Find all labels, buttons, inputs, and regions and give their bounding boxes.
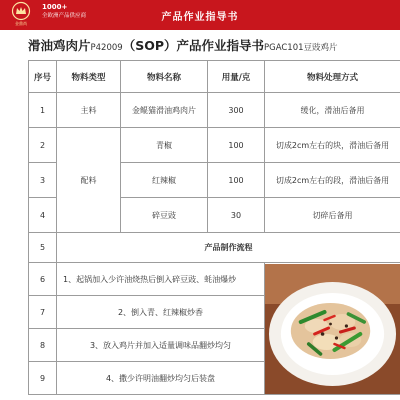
step-text: 3、放入鸡片并加入适量调味品翻炒均匀 bbox=[57, 329, 265, 362]
header-method: 物料处理方式 bbox=[265, 61, 400, 93]
title-code: P42009 bbox=[90, 43, 123, 53]
row-qty: 300 bbox=[208, 93, 265, 128]
dish-photo-cell bbox=[265, 263, 400, 395]
step-text: 1、起锅加入少许油烧热后倒入碎豆豉、蚝油爆炒 bbox=[57, 263, 265, 296]
process-section-row bbox=[29, 233, 400, 263]
row-method: 缓化，滑油后备用 bbox=[265, 93, 400, 128]
row-method: 切成2cm左右的段，滑油后备用 bbox=[265, 163, 400, 198]
step-text: 2、倒入青、红辣椒炒香 bbox=[57, 296, 265, 329]
row-name: 红辣椒 bbox=[121, 163, 208, 198]
row-type-merged: 配料 bbox=[57, 128, 121, 233]
step-no: 7 bbox=[29, 296, 57, 329]
table-header-row bbox=[29, 61, 400, 93]
step-no: 9 bbox=[29, 362, 57, 395]
header-no: 序号 bbox=[29, 61, 57, 93]
step-no: 6 bbox=[29, 263, 57, 296]
process-title: 产品制作流程 bbox=[57, 233, 400, 263]
table-row bbox=[29, 93, 400, 128]
row-qty: 100 bbox=[208, 163, 265, 198]
dish-photo bbox=[265, 264, 400, 394]
title-sop: （SOP）产品作业指导书 bbox=[122, 38, 264, 53]
slogan-count: 1000+ bbox=[42, 3, 68, 11]
header-name: 物料名称 bbox=[121, 61, 208, 93]
page-title bbox=[28, 35, 400, 57]
step-text: 4、撒少许明油翻炒均匀后装盘 bbox=[57, 362, 265, 395]
logo-text: 金鼎尚 bbox=[15, 21, 27, 26]
sop-table bbox=[28, 60, 400, 395]
row-name: 金鲲猫滑油鸡肉片 bbox=[121, 93, 208, 128]
header-qty: 用量/克 bbox=[208, 61, 265, 93]
row-no: 2 bbox=[29, 128, 57, 163]
row-type: 主料 bbox=[57, 93, 121, 128]
row-name: 青椒 bbox=[121, 128, 208, 163]
row-no: 4 bbox=[29, 198, 57, 233]
header-type: 物料类型 bbox=[57, 61, 121, 93]
banner-title: 产品作业指导书 bbox=[161, 12, 239, 23]
row-qty: 30 bbox=[208, 198, 265, 233]
header-banner bbox=[0, 0, 400, 30]
step-no: 8 bbox=[29, 329, 57, 362]
row-no: 3 bbox=[29, 163, 57, 198]
row-method: 切成2cm左右的块，滑油后备用 bbox=[265, 128, 400, 163]
process-no: 5 bbox=[29, 233, 57, 263]
title-name: 滑油鸡肉片 bbox=[28, 38, 91, 53]
row-name: 碎豆豉 bbox=[121, 198, 208, 233]
slogan-text: 全欧洲产品供应商 bbox=[42, 13, 87, 19]
table-row bbox=[29, 128, 400, 163]
step-row bbox=[29, 263, 400, 296]
row-method: 切碎后备用 bbox=[265, 198, 400, 233]
row-qty: 100 bbox=[208, 128, 265, 163]
title-suffix: PGAC101豆豉鸡片 bbox=[263, 43, 338, 53]
row-no: 1 bbox=[29, 93, 57, 128]
